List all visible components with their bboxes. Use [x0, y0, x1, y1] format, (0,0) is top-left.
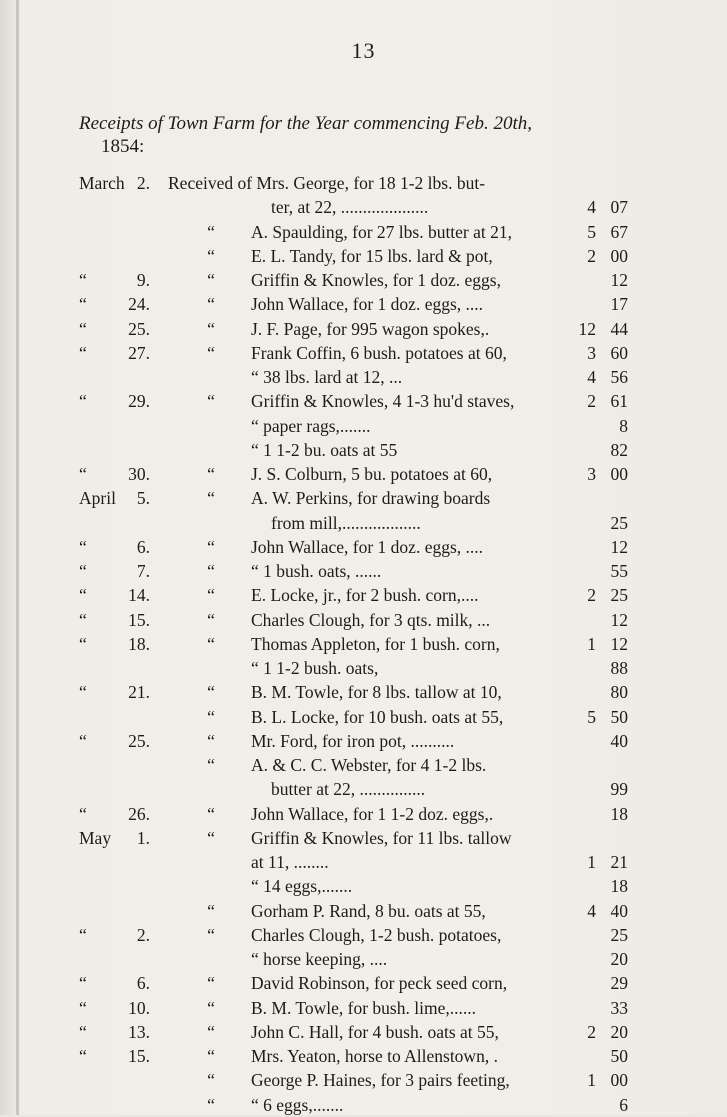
ledger-cents: 88: [610, 658, 628, 678]
ledger-row: [0, 341, 727, 365]
ledger-ditto-mark: “: [207, 730, 215, 751]
ledger-cents: 00: [610, 1070, 628, 1091]
ledger-cents: 29: [610, 973, 628, 994]
ledger-cents: 8: [619, 415, 628, 436]
ledger-description: George P. Haines, for 3 pairs feeting,: [251, 1070, 510, 1091]
ledger-row: [0, 802, 727, 826]
ledger-description: “ paper rags,.......: [251, 415, 371, 436]
ledger-description: A. & C. C. Webster, for 4 1-2 lbs.: [251, 755, 487, 775]
ledger-month: “: [79, 294, 87, 315]
ledger-ditto-mark: “: [207, 755, 215, 775]
ledger-row: [0, 462, 727, 486]
ledger-dollars: 3: [587, 342, 596, 363]
ledger-day: 27.: [128, 342, 150, 363]
ledger-cents: 18: [610, 803, 628, 824]
ledger-ditto-mark: “: [207, 221, 215, 242]
ledger-description: “ 38 lbs. lard at 12, ...: [251, 367, 403, 387]
ledger-month: “: [79, 318, 87, 339]
ledger-cents: 17: [610, 294, 628, 315]
ledger-month: “: [79, 391, 87, 412]
ledger-cents: 80: [610, 682, 628, 703]
ledger-row: [0, 850, 727, 874]
ledger-row: [0, 292, 727, 316]
ledger-ditto-mark: “: [207, 270, 215, 290]
ledger-description: Thomas Appleton, for 1 bush. corn,: [251, 633, 500, 654]
ledger-month: “: [79, 561, 87, 581]
ledger-day: 9.: [136, 270, 150, 290]
ledger-cents: 50: [610, 1046, 628, 1066]
ledger-dollars: 3: [587, 464, 596, 484]
ledger-cents: 25: [610, 924, 628, 945]
ledger-day: 15.: [128, 1046, 150, 1066]
ledger-description: Mr. Ford, for iron pot, ..........: [251, 730, 455, 751]
ledger-description: J. S. Colburn, 5 bu. potatoes at 60,: [251, 464, 493, 484]
ledger-description: Griffin & Knowles, 4 1-3 hu'd staves,: [251, 391, 515, 412]
ledger-cents: 33: [610, 997, 628, 1018]
ledger-month: “: [79, 1046, 87, 1066]
ledger-cents: 40: [610, 900, 628, 921]
ledger-description: “ 1 bush. oats, ......: [251, 561, 382, 581]
ledger-description: E. Locke, jr., for 2 bush. corn,....: [251, 585, 479, 606]
ledger-cents: 67: [610, 221, 628, 242]
ledger-month: “: [79, 609, 87, 630]
ledger-day: 6.: [136, 536, 150, 557]
ledger-month: “: [79, 997, 87, 1018]
ledger-dollars: 1: [587, 1070, 596, 1091]
receipts-ledger: [0, 171, 727, 1117]
ledger-month: “: [79, 464, 87, 484]
ledger-row: [0, 583, 727, 607]
page-number: 13: [351, 38, 376, 63]
ledger-cents: 00: [610, 245, 628, 266]
ledger-dollars: 2: [587, 1021, 596, 1042]
ledger-row: [0, 535, 727, 559]
ledger-description: B. M. Towle, for 8 lbs. tallow at 10,: [251, 682, 502, 703]
ledger-month: “: [79, 585, 87, 606]
ledger-cents: 61: [610, 391, 628, 412]
ledger-ditto-mark: “: [207, 1046, 215, 1066]
ledger-row: [0, 438, 727, 462]
ledger-description: David Robinson, for peck seed corn,: [251, 973, 508, 994]
ledger-month: “: [79, 924, 87, 945]
ledger-month: “: [79, 342, 87, 363]
ledger-day: 5.: [136, 488, 150, 509]
ledger-day: 7.: [136, 561, 150, 581]
ledger-description: Griffin & Knowles, for 1 doz. eggs,: [251, 270, 501, 290]
page-heading: [79, 112, 659, 158]
ledger-month: “: [79, 270, 87, 290]
ledger-row: [0, 971, 727, 995]
ledger-row: [0, 705, 727, 729]
ledger-day: 18.: [128, 633, 150, 654]
ledger-cents: 20: [610, 949, 628, 969]
ledger-description: John C. Hall, for 4 bush. oats at 55,: [251, 1021, 499, 1042]
ledger-row: [0, 511, 727, 535]
ledger-row: [0, 729, 727, 753]
ledger-dollars: 2: [587, 391, 596, 412]
ledger-cents: 20: [610, 1021, 628, 1042]
ledger-month: “: [79, 730, 87, 751]
ledger-cents: 44: [610, 318, 628, 339]
ledger-month: March: [79, 173, 125, 193]
ledger-row: [0, 608, 727, 632]
ledger-cents: 12: [610, 270, 628, 290]
ledger-day: 6.: [136, 973, 150, 994]
ledger-row: [0, 874, 727, 898]
ledger-ditto-mark: “: [207, 609, 215, 630]
ledger-day: 29.: [128, 391, 150, 412]
ledger-row: [0, 414, 727, 438]
ledger-description: Mrs. Yeaton, horse to Allenstown, .: [251, 1046, 498, 1066]
ledger-row: [0, 244, 727, 268]
ledger-ditto-mark: “: [207, 464, 215, 484]
ledger-cents: 12: [610, 633, 628, 654]
ledger-row: [0, 559, 727, 583]
ledger-description: Charles Clough, for 3 qts. milk, ...: [251, 609, 491, 630]
ledger-row: [0, 317, 727, 341]
ledger-description: Frank Coffin, 6 bush. potatoes at 60,: [251, 342, 507, 363]
ledger-row: [0, 1020, 727, 1044]
ledger-cents: 40: [610, 730, 628, 751]
ledger-dollars: 5: [587, 706, 596, 727]
ledger-dollars: 1: [587, 852, 596, 872]
ledger-day: 30.: [128, 464, 150, 484]
ledger-dollars: 2: [587, 245, 596, 266]
ledger-cents: 6: [619, 1094, 628, 1115]
ledger-description: A. Spaulding, for 27 lbs. butter at 21,: [251, 221, 513, 242]
ledger-ditto-mark: “: [207, 1094, 215, 1115]
ledger-cents: 12: [610, 609, 628, 630]
ledger-description: “ 14 eggs,.......: [251, 876, 353, 897]
ledger-description: “ 1 1-2 bu. oats at 55: [251, 439, 398, 460]
ledger-month: “: [79, 536, 87, 557]
ledger-description: B. M. Towle, for bush. lime,......: [251, 997, 476, 1018]
ledger-description: from mill,..................: [271, 512, 421, 533]
ledger-dollars: 4: [587, 900, 596, 921]
ledger-description: “ 1 1-2 bush. oats,: [251, 658, 379, 678]
ledger-description: A. W. Perkins, for drawing boards: [251, 488, 491, 509]
ledger-description: John Wallace, for 1 doz. eggs, ....: [251, 536, 484, 557]
ledger-month: April: [79, 488, 116, 509]
ledger-month: “: [79, 633, 87, 654]
ledger-ditto-mark: “: [207, 1070, 215, 1091]
ledger-cents: 50: [610, 706, 628, 727]
ledger-month: May: [79, 827, 112, 848]
ledger-day: 10.: [128, 997, 150, 1018]
ledger-ditto-mark: “: [207, 561, 215, 581]
ledger-ditto-mark: “: [207, 294, 215, 315]
ledger-ditto-mark: “: [207, 682, 215, 703]
ledger-ditto-mark: “: [207, 245, 215, 266]
ledger-row: [0, 632, 727, 656]
ledger-row: [0, 996, 727, 1020]
ledger-ditto-mark: “: [207, 585, 215, 606]
ledger-row: [0, 1044, 727, 1068]
ledger-cents: 00: [610, 464, 628, 484]
ledger-row: [0, 171, 727, 195]
ledger-dollars: 4: [587, 197, 596, 218]
ledger-dollars: 1: [587, 633, 596, 654]
ledger-ditto-mark: “: [207, 973, 215, 994]
ledger-row: [0, 220, 727, 244]
ledger-row: [0, 753, 727, 777]
ledger-cents: 21: [610, 852, 628, 872]
ledger-day: 1.: [136, 827, 150, 848]
ledger-row: [0, 899, 727, 923]
ledger-description: John Wallace, for 1 1-2 doz. eggs,.: [251, 803, 494, 824]
ledger-cents: 25: [610, 512, 628, 533]
ledger-day: 25.: [128, 730, 150, 751]
ledger-month: “: [79, 973, 87, 994]
ledger-month: “: [79, 803, 87, 824]
ledger-row: [0, 826, 727, 850]
ledger-description: John Wallace, for 1 doz. eggs, ....: [251, 294, 484, 315]
ledger-ditto-mark: “: [207, 391, 215, 412]
ledger-description: ter, at 22, ....................: [271, 197, 429, 218]
ledger-ditto-mark: “: [207, 633, 215, 654]
ledger-ditto-mark: “: [207, 488, 215, 509]
ledger-description: B. L. Locke, for 10 bush. oats at 55,: [251, 706, 504, 727]
ledger-row: [0, 1093, 727, 1117]
ledger-description: J. F. Page, for 995 wagon spokes,.: [251, 318, 490, 339]
ledger-ditto-mark: “: [207, 1021, 215, 1042]
ledger-dollars: 5: [587, 221, 596, 242]
ledger-dollars: 12: [578, 318, 596, 339]
heading-line-1: Receipts of Town Farm for the Year commencing Feb. 20th,: [79, 113, 532, 134]
ledger-row: [0, 680, 727, 704]
heading-line-2: 1854:: [101, 136, 145, 157]
ledger-row: [0, 656, 727, 680]
ledger-day: 26.: [128, 803, 150, 824]
ledger-description: Griffin & Knowles, for 11 lbs. tallow: [251, 827, 512, 848]
ledger-cents: 12: [610, 536, 628, 557]
ledger-description: Charles Clough, 1-2 bush. potatoes,: [251, 924, 502, 945]
ledger-day: 15.: [128, 609, 150, 630]
ledger-description: Gorham P. Rand, 8 bu. oats at 55,: [251, 900, 486, 921]
ledger-day: 2.: [136, 924, 150, 945]
ledger-row: [0, 923, 727, 947]
ledger-row: [0, 777, 727, 801]
ledger-ditto-mark: “: [207, 997, 215, 1018]
ledger-cents: 99: [610, 779, 628, 800]
ledger-day: 24.: [128, 294, 150, 315]
ledger-row: [0, 268, 727, 292]
ledger-month: “: [79, 1021, 87, 1042]
ledger-ditto-mark: “: [207, 706, 215, 727]
ledger-cents: 18: [610, 876, 628, 897]
ledger-dollars: 2: [587, 585, 596, 606]
ledger-row: [0, 1068, 727, 1092]
ledger-ditto-mark: “: [207, 827, 215, 848]
ledger-row: [0, 195, 727, 219]
ledger-description: at 11, ........: [251, 852, 329, 872]
ledger-cents: 07: [610, 197, 628, 218]
ledger-ditto-mark: “: [207, 803, 215, 824]
ledger-description: Received of Mrs. George, for 18 1-2 lbs. but-: [168, 173, 486, 193]
ledger-ditto-mark: “: [207, 318, 215, 339]
ledger-description: butter at 22, ...............: [271, 779, 426, 800]
ledger-cents: 56: [610, 367, 628, 387]
ledger-month: “: [79, 682, 87, 703]
ledger-day: 25.: [128, 318, 150, 339]
ledger-cents: 25: [610, 585, 628, 606]
ledger-row: [0, 365, 727, 389]
ledger-description: E. L. Tandy, for 15 lbs. lard & pot,: [251, 245, 493, 266]
ledger-dollars: 4: [587, 367, 596, 387]
ledger-row: [0, 486, 727, 510]
ledger-ditto-mark: “: [207, 536, 215, 557]
ledger-row: [0, 389, 727, 413]
ledger-day: 2.: [136, 173, 150, 193]
ledger-ditto-mark: “: [207, 924, 215, 945]
ledger-ditto-mark: “: [207, 342, 215, 363]
ledger-description: “ 6 eggs,.......: [251, 1094, 344, 1115]
ledger-cents: 60: [610, 342, 628, 363]
ledger-day: 13.: [128, 1021, 150, 1042]
ledger-description: “ horse keeping, ....: [251, 949, 388, 969]
ledger-ditto-mark: “: [207, 900, 215, 921]
ledger-row: [0, 947, 727, 971]
ledger-cents: 82: [610, 439, 628, 460]
ledger-day: 14.: [128, 585, 150, 606]
ledger-cents: 55: [610, 561, 628, 581]
ledger-day: 21.: [128, 682, 150, 703]
